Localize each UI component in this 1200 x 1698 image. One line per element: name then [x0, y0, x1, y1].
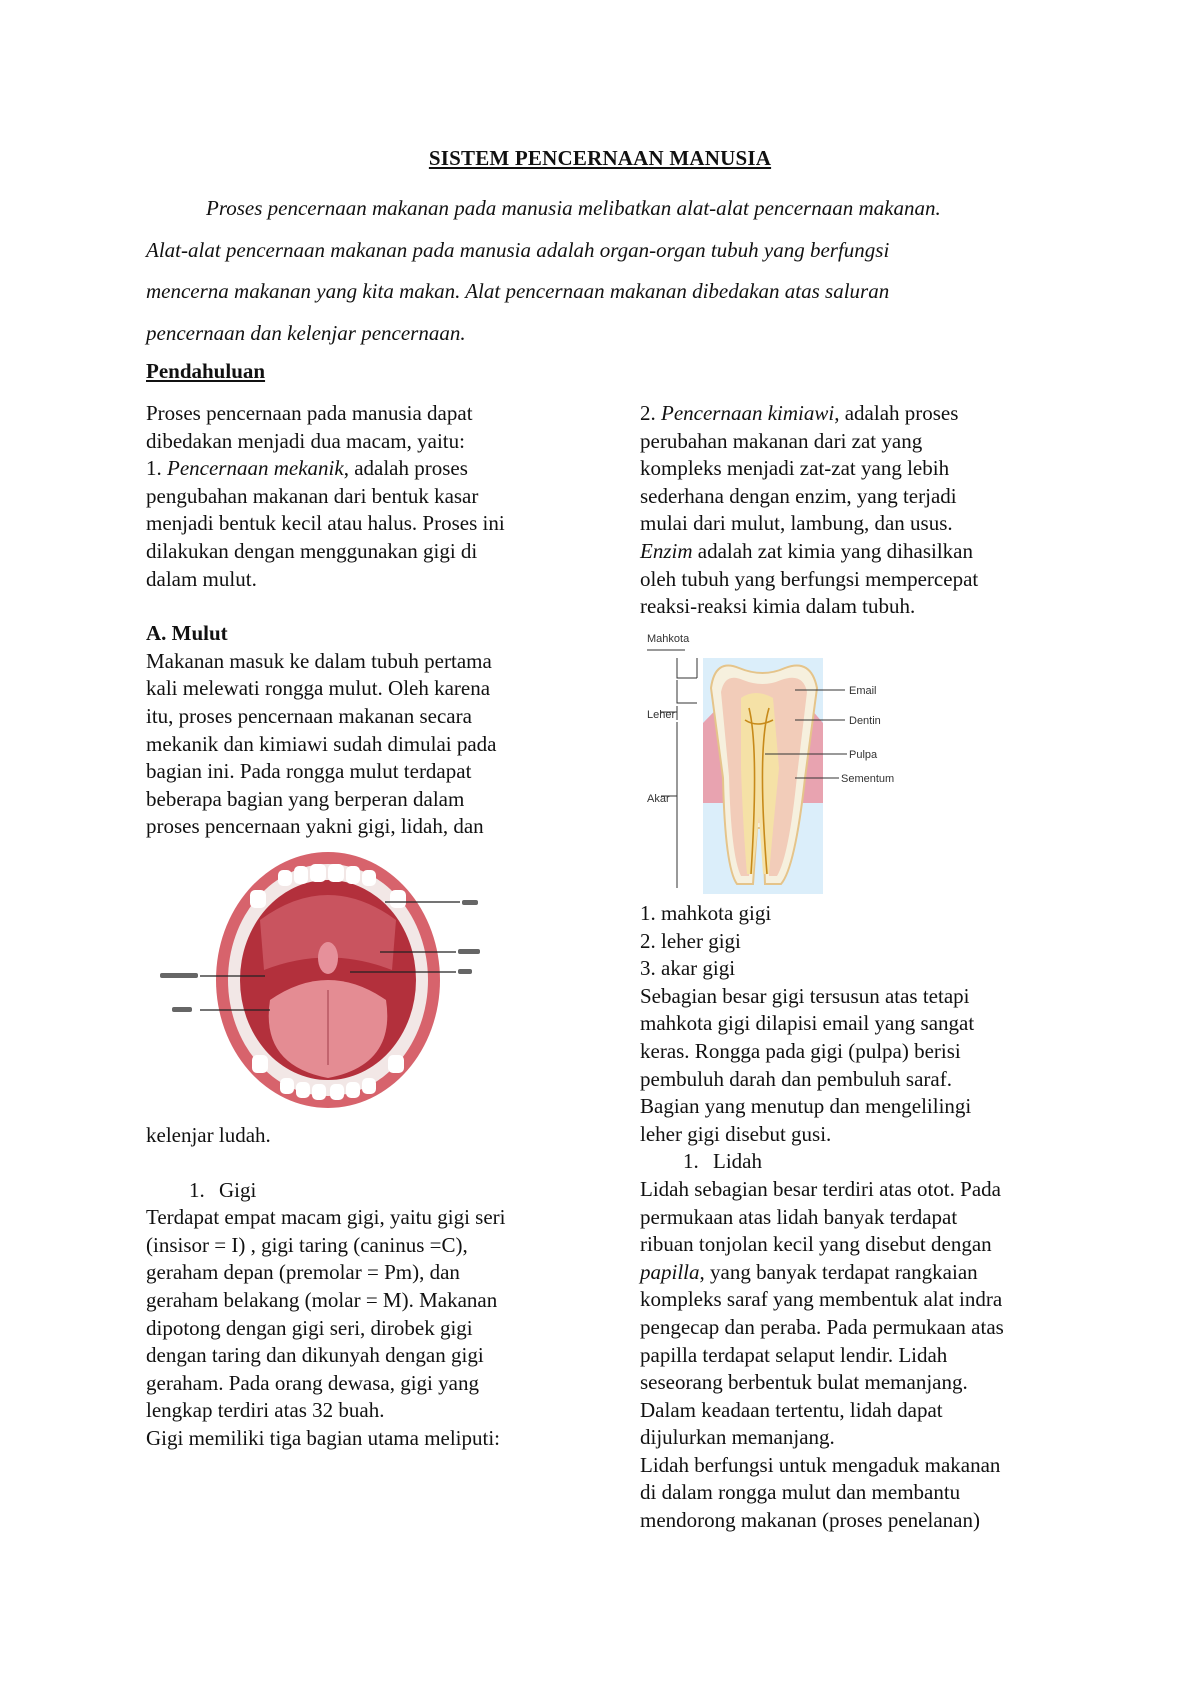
text-line: itu, proses pencernaan makanan secara: [146, 703, 472, 728]
text-line: permukaan atas lidah banyak terdapat: [640, 1204, 958, 1229]
text-line: 2. leher gigi: [640, 928, 741, 953]
list-number: 1.: [189, 1177, 205, 1202]
text-line: Bagian yang menutup dan mengelilingi: [640, 1094, 972, 1119]
lidah-subheading: [640, 1148, 1090, 1176]
text-line: Dalam keadaan tertentu, lidah dapat: [640, 1397, 943, 1422]
label-mahkota: Mahkota: [647, 633, 690, 645]
intro-line: Proses pencernaan makanan pada manusia melibatkan alat-alat pencernaan makanan.: [206, 196, 941, 220]
mekanik-line: [146, 455, 596, 483]
left-column-lower: [146, 1122, 596, 1453]
text-line: Makanan masuk ke dalam tubuh pertama: [146, 648, 492, 673]
gigi-subheading: [146, 1177, 596, 1205]
text-line: dalam mulut.: [146, 566, 257, 591]
text-line: kompleks menjadi zat-zat yang lebih: [640, 456, 950, 481]
text-line: Terdapat empat macam gigi, yaitu gigi seri: [146, 1205, 506, 1230]
text-line: keras. Rongga pada gigi (pulpa) berisi: [640, 1038, 961, 1063]
text-line: pengecap dan peraba. Pada permukaan atas: [640, 1314, 1004, 1339]
text-line: Lidah berfungsi untuk mengaduk makanan: [640, 1452, 1001, 1477]
label-pulpa: Pulpa: [849, 749, 878, 761]
text-line: dengan taring dan dikunyah dengan gigi: [146, 1343, 484, 1368]
text-line: oleh tubuh yang berfungsi mempercepat: [640, 566, 979, 591]
text-line: perubahan makanan dari zat yang: [640, 428, 923, 453]
tooth-figure: [645, 628, 905, 896]
text-span: , adalah proses: [343, 456, 468, 481]
term-papilla: papilla: [640, 1259, 700, 1284]
papilla-line: [640, 1259, 1090, 1287]
text-line: seseorang berbentuk bulat memanjang.: [640, 1370, 968, 1395]
text-line: 1. mahkota gigi: [640, 901, 772, 925]
text-line: proses pencernaan yakni gigi, lidah, dan: [146, 814, 484, 839]
intro-line: Alat-alat pencernaan makanan pada manusia adalah organ-organ tubuh yang berfungsi: [146, 237, 890, 262]
text-line: mulai dari mulut, lambung, dan usus.: [640, 511, 953, 536]
list-number: 1.: [146, 456, 167, 481]
enzim-line: [640, 538, 1090, 566]
text-line: kelenjar ludah.: [146, 1123, 271, 1147]
intro-line: mencerna makanan yang kita makan. Alat pencernaan makanan dibedakan atas saluran: [146, 279, 890, 303]
text-line: menjadi bentuk kecil atau halus. Proses ini: [146, 511, 505, 536]
mulut-heading: A. Mulut: [146, 621, 228, 646]
text-span: adalah zat kimia yang dihasilkan: [692, 538, 973, 563]
label-sementum: Sementum: [841, 773, 895, 785]
text-line: geraham depan (premolar = Pm), dan: [146, 1260, 460, 1285]
text-line: papilla terdapat selaput lendir. Lidah: [640, 1342, 948, 1367]
text-line: mahkota gigi dilapisi email yang sangat: [640, 1011, 975, 1036]
right-column-lower: [640, 900, 1090, 1535]
text-line: dilakukan dengan menggunakan gigi di: [146, 538, 478, 563]
tooth-illustration: [645, 628, 905, 896]
text-line: dijulurkan memanjang.: [640, 1425, 835, 1450]
mouth-figure: [160, 850, 480, 1120]
left-column: [146, 358, 586, 386]
text-line: dibedakan menjadi dua macam, yaitu:: [146, 428, 465, 453]
gigi-label: Gigi: [219, 1177, 257, 1202]
text-line: Gigi memiliki tiga bagian utama meliputi:: [146, 1425, 501, 1450]
text-span: , adalah proses: [834, 401, 959, 425]
right-column-body: [640, 400, 1090, 621]
text-line: bagian ini. Pada rongga mulut terdapat: [146, 759, 472, 784]
list-number: 2.: [640, 401, 661, 425]
text-line: pembuluh darah dan pembuluh saraf.: [640, 1066, 952, 1091]
text-line: leher gigi disebut gusi.: [640, 1121, 832, 1146]
text-line: di dalam rongga mulut dan membantu: [640, 1480, 961, 1505]
label-leher: Leher: [647, 709, 676, 721]
text-line: (insisor = I) , gigi taring (caninus =C),: [146, 1232, 468, 1257]
uvula-shape: [318, 942, 338, 974]
text-line: pengubahan makanan dari bentuk kasar: [146, 483, 479, 508]
text-line: geraham. Pada orang dewasa, gigi yang: [146, 1370, 479, 1395]
lidah-label: Lidah: [713, 1149, 762, 1174]
term-kimiawi: Pencernaan kimiawi: [661, 401, 835, 425]
text-line: geraham belakang (molar = M). Makanan: [146, 1287, 498, 1312]
label-akar: Akar: [647, 793, 670, 805]
text-line: Sebagian besar gigi tersusun atas tetapi: [640, 983, 970, 1008]
mouth-illustration: [160, 850, 480, 1120]
label-email: Email: [849, 685, 877, 697]
text-line: sederhana dengan enzim, yang terjadi: [640, 483, 957, 508]
text-line: lengkap terdiri atas 32 buah.: [146, 1398, 385, 1423]
text-line: Proses pencernaan pada manusia dapat: [146, 401, 473, 425]
text-line: reaksi-reaksi kimia dalam tubuh.: [640, 594, 916, 619]
pendahuluan-heading: Pendahuluan: [146, 359, 266, 383]
left-column-body: [146, 400, 596, 841]
kimiawi-line: [640, 400, 1090, 428]
text-span: , yang banyak terdapat rangkaian: [699, 1259, 978, 1284]
text-line: ribuan tonjolan kecil yang disebut dengan: [640, 1232, 992, 1257]
text-line: mekanik dan kimiawi sudah dimulai pada: [146, 731, 497, 756]
text-line: dipotong dengan gigi seri, dirobek gigi: [146, 1315, 473, 1340]
text-line: beberapa bagian yang berperan dalam: [146, 786, 465, 811]
text-line: 3. akar gigi: [640, 956, 736, 981]
term-enzim: Enzim: [640, 538, 693, 563]
text-line: kompleks saraf yang membentuk alat indra: [640, 1287, 1003, 1312]
text-line: Lidah sebagian besar terdiri atas otot. Pada: [640, 1176, 1001, 1201]
label-dentin: Dentin: [849, 715, 881, 727]
intro-paragraph: [146, 188, 1064, 354]
document-title: SISTEM PENCERNAAN MANUSIA: [428, 146, 772, 170]
term-mekanik: Pencernaan mekanik: [167, 456, 344, 481]
text-line: kali melewati rongga mulut. Oleh karena: [146, 676, 491, 701]
intro-line: pencernaan dan kelenjar pencernaan.: [146, 320, 466, 345]
list-number: 1.: [683, 1149, 699, 1174]
text-line: mendorong makanan (proses penelanan): [640, 1508, 980, 1533]
